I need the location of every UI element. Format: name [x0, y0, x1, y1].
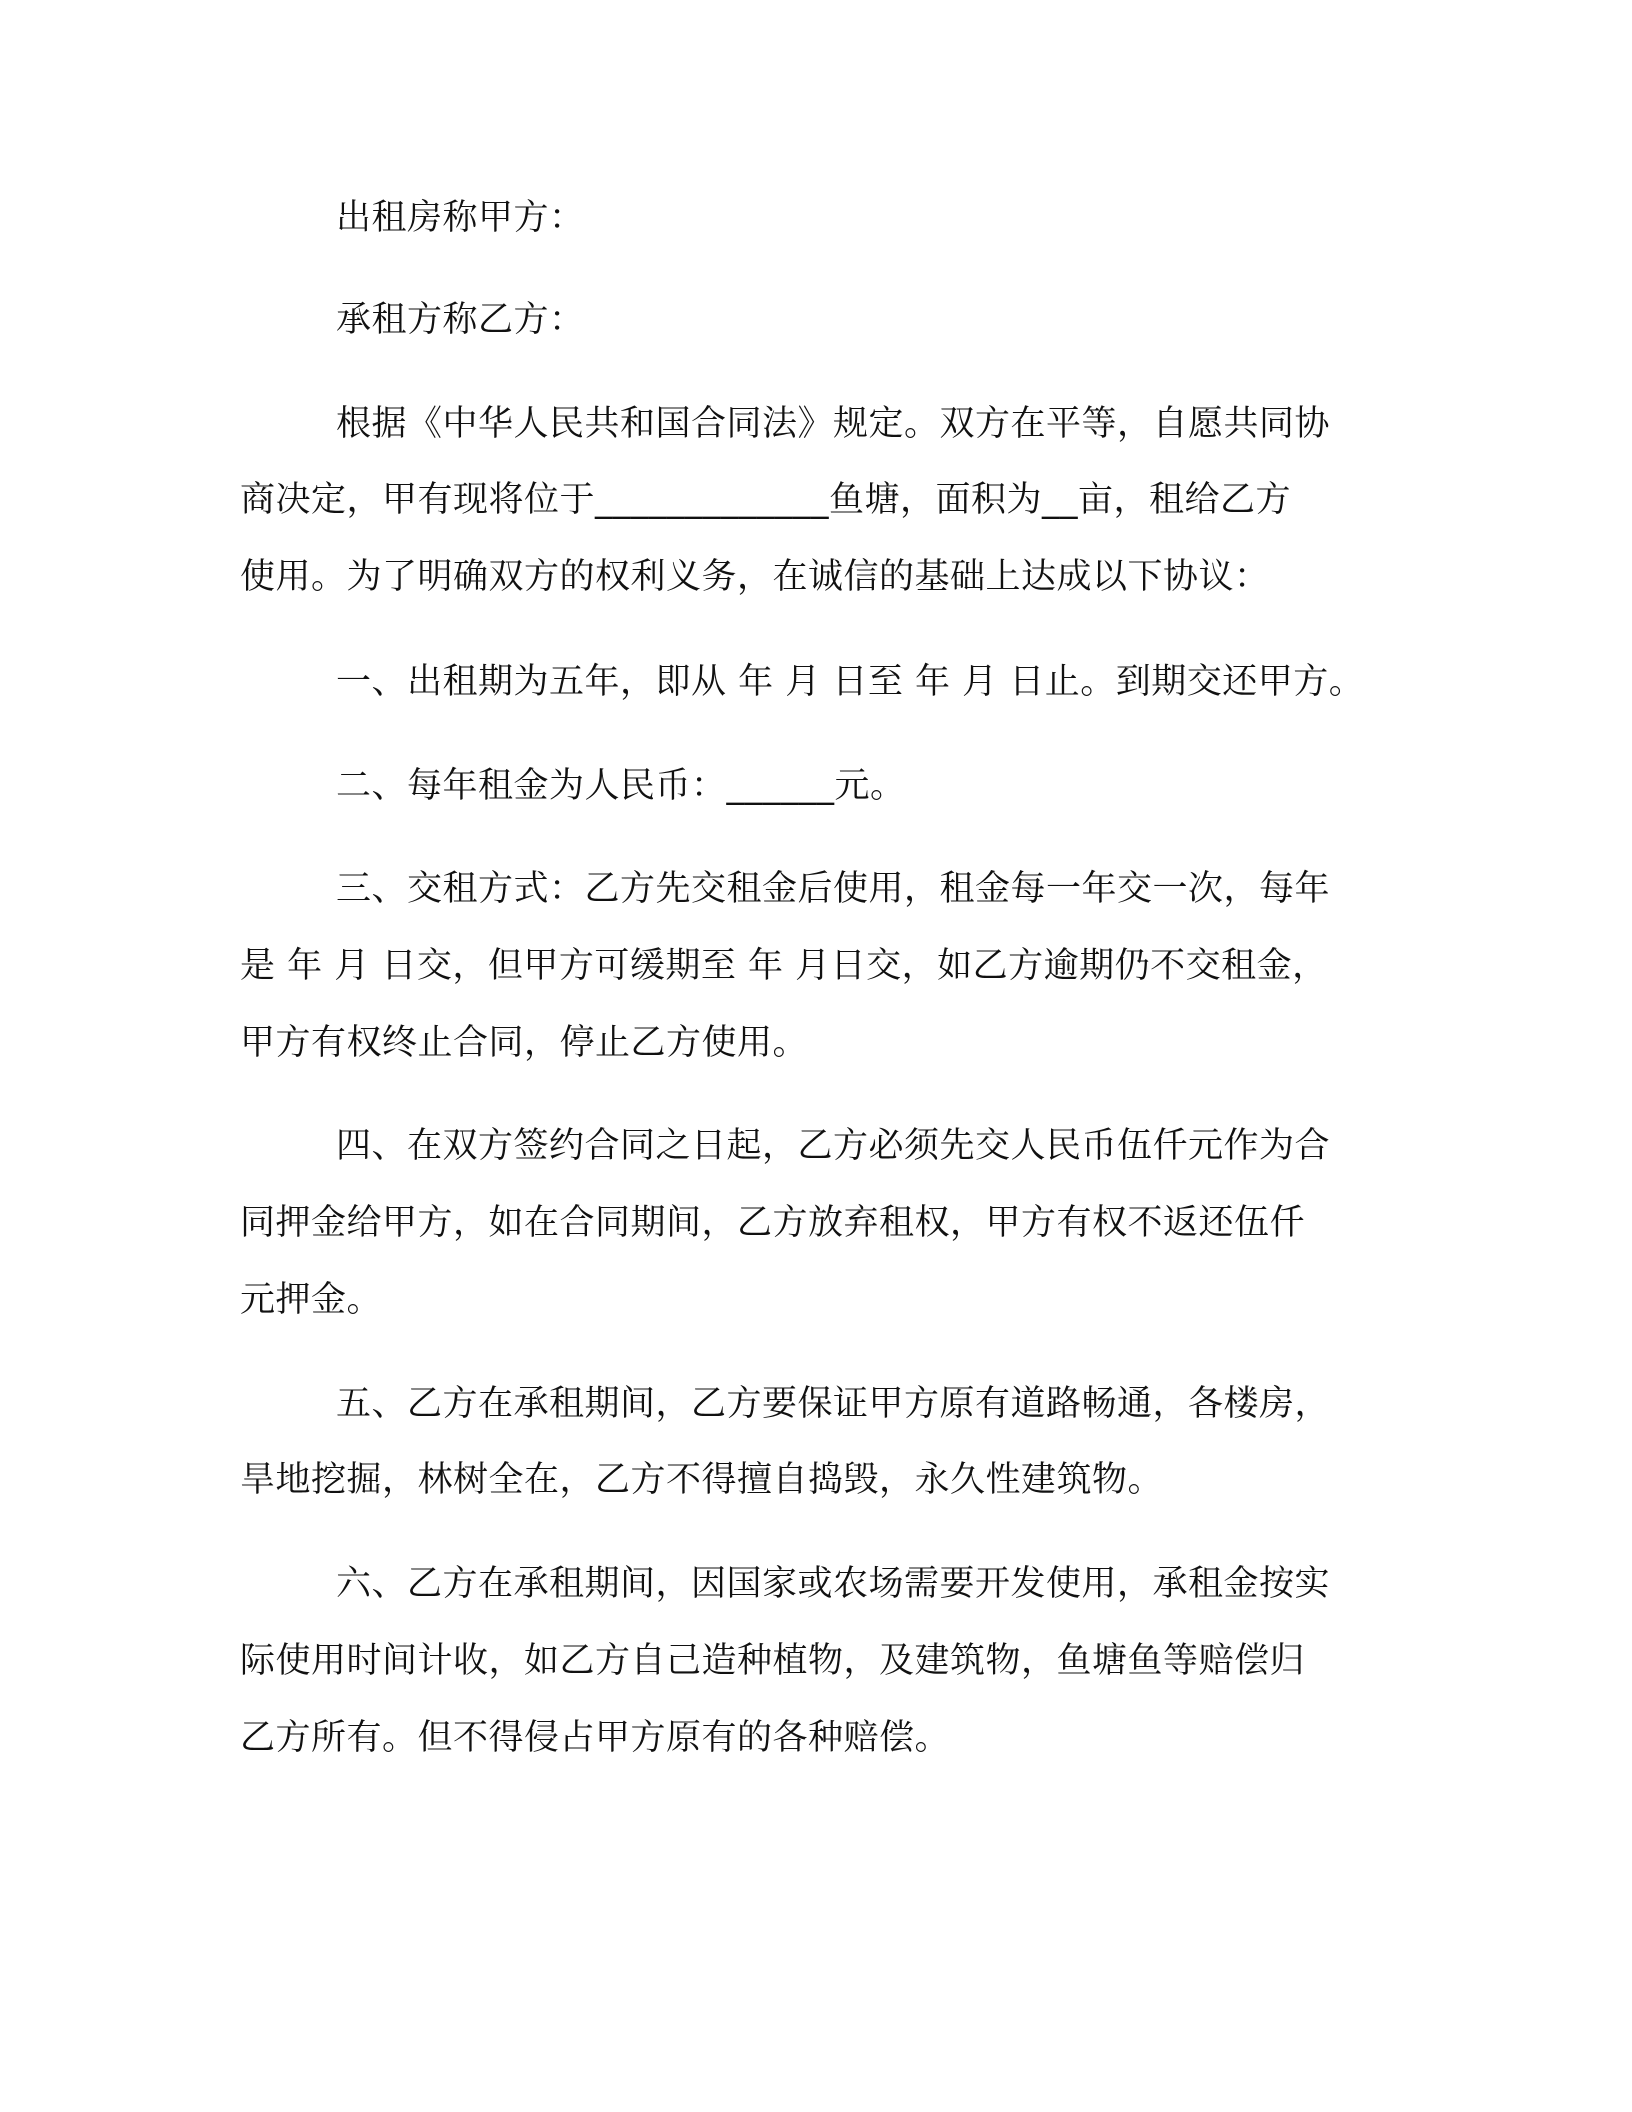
intro-line-2: 商决定，甲有现将位于_____________鱼塘，面积为__亩，租给乙方 — [240, 480, 1292, 520]
clause-1: 一、出租期为五年，即从 年 月 日至 年 月 日止。到期交还甲方。 — [336, 662, 1365, 702]
clause-5-line-2: 旱地挖掘，林树全在，乙方不得擅自捣毁，永久性建筑物。 — [240, 1460, 1164, 1500]
clause-5-line-1: 五、乙方在承租期间，乙方要保证甲方原有道路畅通，各楼房， — [336, 1384, 1331, 1424]
clause-4-line-1: 四、在双方签约合同之日起，乙方必须先交人民币伍仟元作为合 — [336, 1126, 1331, 1166]
clause-6-line-3: 乙方所有。但不得侵占甲方原有的各种赔偿。 — [240, 1718, 951, 1758]
clause-3-line-3: 甲方有权终止合同，停止乙方使用。 — [240, 1023, 809, 1063]
clause-4-line-3: 元押金。 — [240, 1280, 383, 1320]
intro-line-3: 使用。为了明确双方的权利义务，在诚信的基础上达成以下协议： — [240, 557, 1270, 597]
clause-2: 二、每年租金为人民币：______元。 — [336, 766, 906, 806]
clause-3-line-1: 三、交租方式：乙方先交租金后使用，租金每一年交一次，每年 — [336, 869, 1331, 909]
lessor-label: 出租房称甲方： — [336, 198, 585, 238]
intro-line-1: 根据《中华人民共和国合同法》规定。双方在平等，自愿共同协 — [336, 404, 1331, 444]
clause-6-line-2: 际使用时间计收，如乙方自己造种植物，及建筑物，鱼塘鱼等赔偿归 — [240, 1641, 1306, 1681]
clause-3-line-2: 是 年 月 日交，但甲方可缓期至 年 月日交，如乙方逾期仍不交租金， — [240, 946, 1328, 986]
lessee-label: 承租方称乙方： — [336, 300, 585, 340]
clause-6-line-1: 六、乙方在承租期间，因国家或农场需要开发使用，承租金按实 — [336, 1564, 1331, 1604]
clause-4-line-2: 同押金给甲方，如在合同期间，乙方放弃租权，甲方有权不返还伍仟 — [240, 1203, 1306, 1243]
